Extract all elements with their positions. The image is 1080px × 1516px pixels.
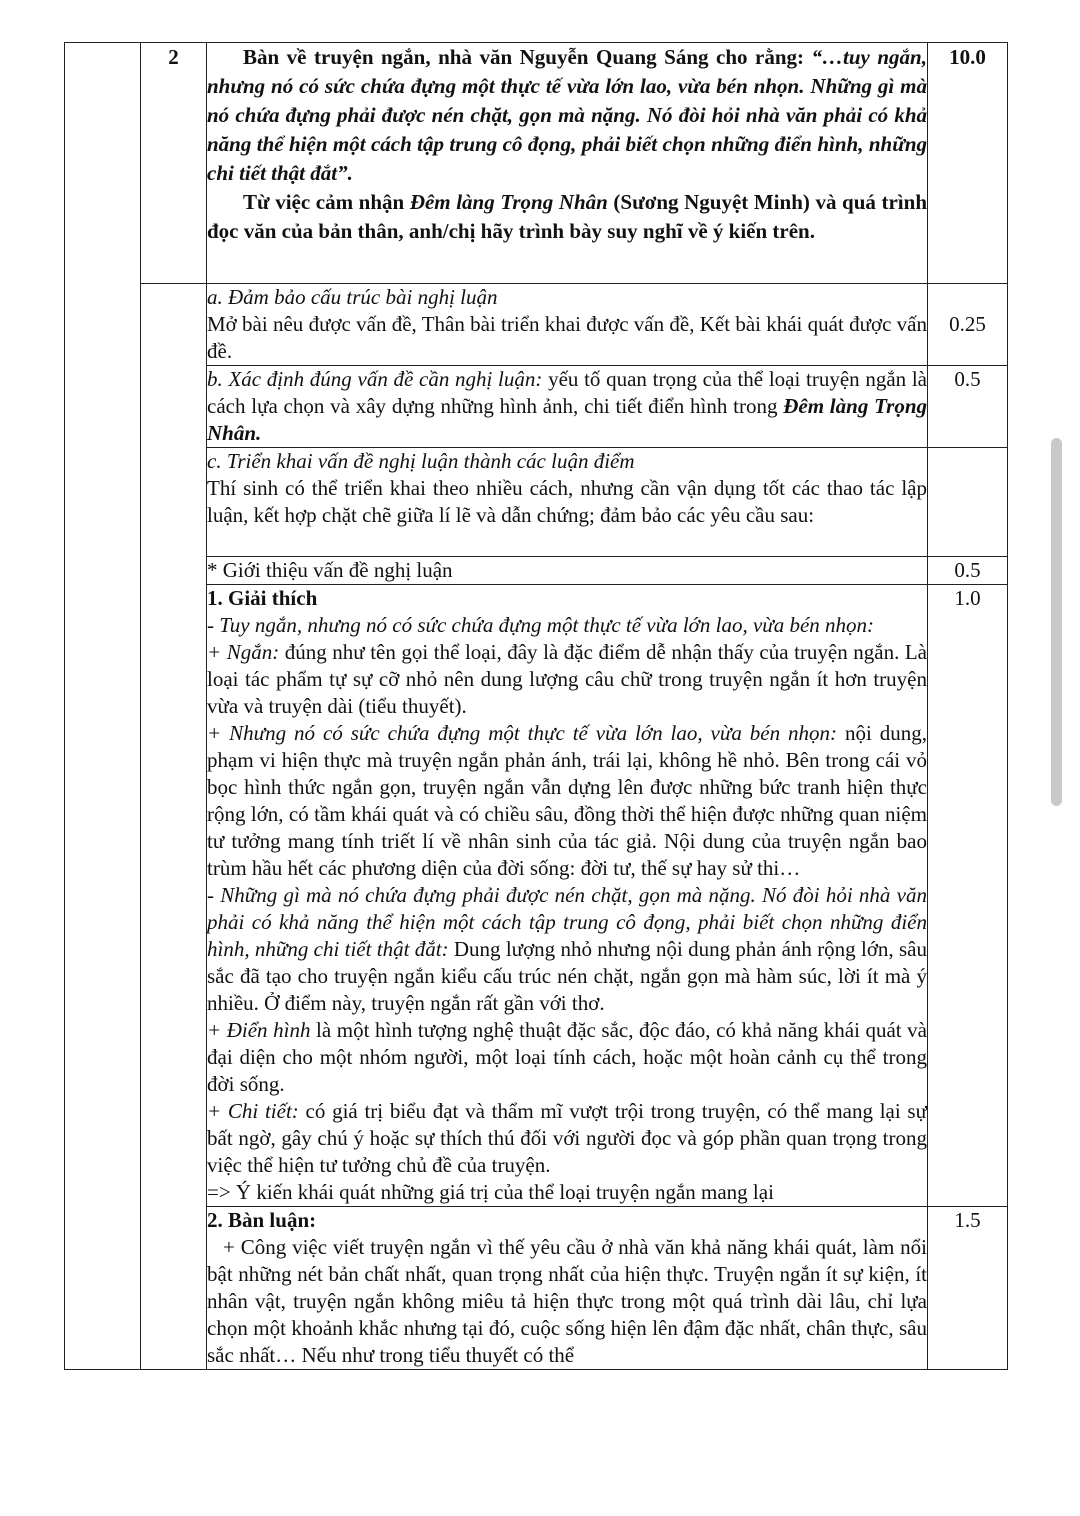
question-cell bbox=[207, 43, 928, 284]
list-item: => Ý kiến khái quát những giá trị của thể loại truyện ngắn mang lại bbox=[207, 1180, 774, 1204]
score-cell: 10.0 bbox=[928, 43, 1008, 284]
score-cell: 0.5 bbox=[928, 366, 1008, 448]
question-number: 2 bbox=[141, 43, 207, 284]
criteria-a-cell bbox=[207, 284, 928, 366]
task-paragraph: Từ việc cảm nhận Đêm làng Trọng Nhân (Sương Nguyệt Minh) và quá trình đọc văn của bản thân, anh/chị hãy trình bày suy nghĩ về ý kiến trên. bbox=[207, 190, 927, 243]
scoring-table bbox=[64, 42, 1008, 1370]
table-row bbox=[65, 557, 1008, 585]
table-row bbox=[65, 1207, 1008, 1370]
table-row bbox=[65, 448, 1008, 557]
table-row bbox=[65, 366, 1008, 448]
table-row bbox=[65, 284, 1008, 366]
criteria-heading: a. Đảm bảo cấu trúc bài nghị luận bbox=[207, 285, 498, 309]
criteria-text: b. Xác định đúng vấn đề cần nghị luận: yếu tố quan trọng của thể loại truyện ngắn là cách lựa chọn và xây dựng những hình ảnh, chi tiết điển hình trong Đêm làng Trọng Nhân. bbox=[207, 367, 928, 445]
number-cell-empty bbox=[141, 284, 207, 1370]
criteria-text: Thí sinh có thể triển khai theo nhiều cách, nhưng cần vận dụng tốt các thao tác lập luận, kết hợp chặt chẽ giữa lí lẽ và dẫn chứng; đảm bảo các yêu cầu sau: bbox=[207, 476, 927, 527]
section-title: 1. Giải thích bbox=[207, 586, 318, 610]
criteria-heading: c. Triển khai vấn đề nghị luận thành các luận điểm bbox=[207, 449, 635, 473]
score-cell: 1.5 bbox=[928, 1207, 1008, 1370]
list-item: + Nhưng nó có sức chứa đựng một thực tế vừa lớn lao, vừa bén nhọn: nội dung, phạm vi hiện thực mà truyện ngắn phản ánh, trái lại, không hề nhỏ. Bên trong cái vỏ bọc hình thức ngắn gọn, truyện ngắn vẫn dựng lên được những bức tranh hiện thực rộng lớn, có tầm khái quát và có chiều sâu, đồng thời thể hiện được những quan niệm tư tưởng mang tính triết lí về nhân sinh của tác giả. Nội dung của truyện ngắn bao trùm hầu hết các phương diện của đời sống: đời tư, thế sự hay sử thi… bbox=[207, 721, 927, 880]
list-item: - Tuy ngắn, nhưng nó có sức chứa đựng một thực tế vừa lớn lao, vừa bén nhọn: bbox=[207, 613, 875, 637]
list-item: + Điển hình là một hình tượng nghệ thuật đặc sắc, độc đáo, có khả năng khái quát và đại diện cho một nhóm người, một loại tính cách, hoặc một hoàn cảnh cụ thể trong đời sống. bbox=[207, 1018, 928, 1096]
section-title: 2. Bàn luận: bbox=[207, 1208, 317, 1232]
score-cell: 1.0 bbox=[928, 585, 1008, 1207]
score-cell: 0.25 bbox=[928, 284, 1008, 366]
list-item: + Chi tiết: có giá trị biểu đạt và thẩm mĩ vượt trội trong truyện, có thể mang lại sự bất ngờ, gây chú ý hoặc sự thích thú đối với người đọc và góp phần quan trọng trong việc thể hiện tư tưởng chủ đề của truyện. bbox=[207, 1099, 927, 1177]
explanation-cell bbox=[207, 585, 928, 1207]
table-row bbox=[65, 43, 1008, 284]
list-item: + Công việc viết truyện ngắn vì thế yêu cầu ở nhà văn khả năng khái quát, làm nổi bật những nét bản chất nhất, quan trọng nhất của hiện thực. Truyện ngắn ít sự kiện, ít nhân vật, truyện ngắn không miêu tả hiện thực trong một quá trình dài lâu, chỉ lựa chọn một khoảnh khắc nhưng tại đó, cuộc sống hiện lên đậm đặc nhất, chân thực, sâu sắc nhất… Nếu như trong tiểu thuyết có thể bbox=[207, 1235, 927, 1367]
part-cell bbox=[65, 43, 141, 1370]
list-item: + Ngắn: đúng như tên gọi thể loại, đây là đặc điểm dễ nhận thấy của truyện ngắn. Là loại tác phẩm tự sự cỡ nhỏ nên dung lượng câu chữ trong truyện ngắn ít hơn truyện vừa và truyện dài (tiểu thuyết). bbox=[207, 640, 928, 718]
criteria-text: Mở bài nêu được vấn đề, Thân bài triển khai được vấn đề, Kết bài khái quát được vấn đề. bbox=[207, 312, 927, 363]
list-item: - Những gì mà nó chứa đựng phải được nén chặt, gọn mà nặng. Nó đòi hỏi nhà văn phải có khả năng thể hiện một cách tập trung cô đọng, phải biết chọn những điển hình, những chi tiết thật đắt: Dung lượng nhỏ nhưng nội dung phản ánh rộng lớn, sâu sắc đã tạo cho truyện ngắn kiểu cấu trúc nén chặt, ngắn gọn mà hàm súc, lời ít mà ý nhiều. Ở điểm này, truyện ngắn rất gần với thơ. bbox=[207, 883, 927, 1015]
table-row bbox=[65, 585, 1008, 1207]
discussion-cell bbox=[207, 1207, 928, 1370]
criteria-c-cell bbox=[207, 448, 928, 557]
criteria-b-cell bbox=[207, 366, 928, 448]
score-cell-empty bbox=[928, 448, 1008, 557]
scrollbar-thumb[interactable] bbox=[1051, 438, 1062, 806]
question-paragraph: Bàn về truyện ngắn, nhà văn Nguyễn Quang Sáng cho rằng: “…tuy ngắn, nhưng nó có sức chứa đựng một thực tế vừa lớn lao, vừa bén nhọn. Những gì mà nó chứa đựng phải được nén chặt, gọn mà nặng. Nó đòi hỏi nhà văn phải có khả năng thể hiện một cách tập trung cô đọng, phải biết chọn những điển hình, những chi tiết thật đắt”. bbox=[207, 45, 927, 185]
score-cell: 0.5 bbox=[928, 557, 1008, 585]
intro-cell: * Giới thiệu vấn đề nghị luận bbox=[207, 557, 928, 585]
